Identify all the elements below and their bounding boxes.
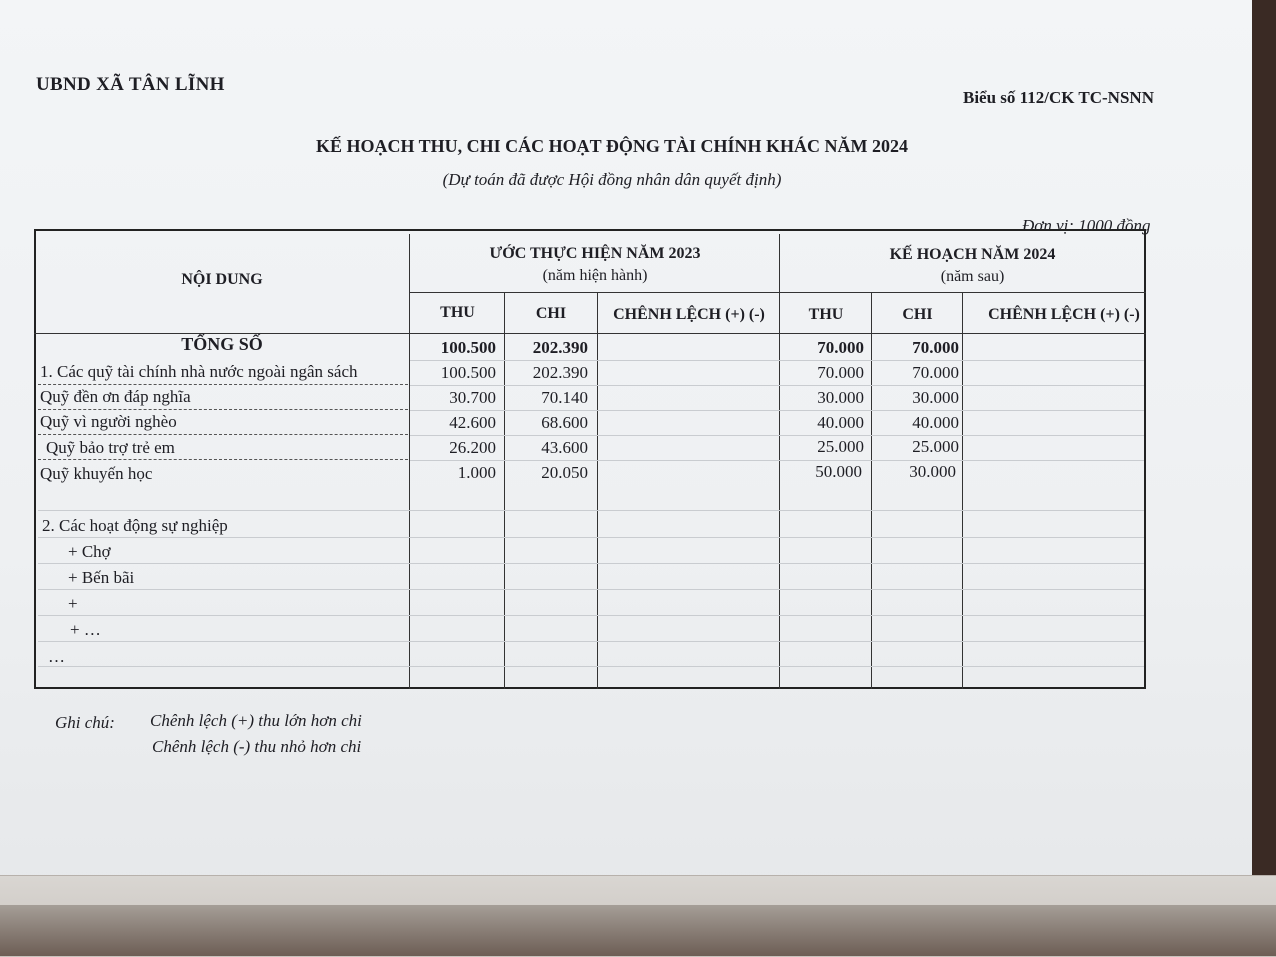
- header-content: NỘI DUNG: [181, 271, 263, 288]
- row-guide: [38, 615, 1144, 616]
- desk-surface: [0, 905, 1276, 956]
- cell-chi-2023: 20.050: [541, 463, 588, 482]
- row-guide: [38, 563, 1144, 564]
- cell-thu-2024: 25.000: [817, 437, 864, 456]
- cell-thu-2023: 42.600: [449, 413, 496, 432]
- header-diff-2024: CHÊNH LỆCH (+) (-): [988, 306, 1140, 323]
- cell-thu-2024: 40.000: [817, 413, 864, 432]
- cell-chi-2023: 202.390: [532, 363, 588, 382]
- cell-thu-2023: 26.200: [449, 438, 496, 457]
- form-number: Biểu số 112/CK TC-NSNN: [963, 88, 1154, 107]
- row-label: + Chợ: [68, 542, 111, 561]
- cell-chi-2023: 202.390: [532, 338, 588, 357]
- col-divider: [871, 292, 872, 689]
- cell-chi-2023: 68.600: [541, 413, 588, 432]
- cell-chi-2024: 30.000: [912, 388, 959, 407]
- row-label: + Bến bãi: [68, 568, 135, 587]
- cell-thu-2024: 70.000: [817, 363, 864, 382]
- col-divider: [597, 292, 598, 689]
- row-label: + …: [70, 620, 101, 639]
- document-subtitle: (Dự toán đã được Hội đồng nhân dân quyết định): [442, 170, 782, 189]
- row-label: Quỹ bảo trợ trẻ em: [46, 438, 175, 457]
- row-guide: [410, 410, 1144, 411]
- row-label: Quỹ đền ơn đáp nghĩa: [40, 387, 191, 406]
- row-label: 1. Các quỹ tài chính nhà nước ngoài ngân sách: [40, 362, 358, 381]
- row-guide: [410, 385, 1144, 386]
- row-separator: [38, 459, 408, 460]
- row-guide: [38, 510, 1144, 511]
- cell-thu-2024: 70.000: [817, 338, 864, 357]
- row-separator: [38, 434, 408, 435]
- header-group-2023-sub: (năm hiện hành): [542, 267, 648, 284]
- header-group-2024-sub: (năm sau): [940, 268, 1005, 285]
- header-group-2023: ƯỚC THỰC HIỆN NĂM 2023: [489, 245, 701, 262]
- cell-chi-2024: 25.000: [912, 437, 959, 456]
- cell-chi-2024: 70.000: [912, 363, 959, 382]
- notes-line-1: Chênh lệch (+) thu lớn hơn chi: [150, 711, 362, 730]
- cell-thu-2023: 100.500: [440, 363, 496, 382]
- row-total-label: TỔNG SỐ: [181, 334, 263, 354]
- row-label: +: [68, 594, 78, 613]
- col-divider: [779, 234, 780, 689]
- header-divider: [409, 292, 1146, 293]
- cell-thu-2024: 50.000: [815, 462, 862, 481]
- row-guide: [38, 666, 1144, 667]
- col-divider: [962, 292, 963, 689]
- row-guide: [410, 435, 1144, 436]
- header-group-2024: KẾ HOẠCH NĂM 2024: [889, 246, 1056, 263]
- row-guide: [410, 460, 1144, 461]
- document-title: KẾ HOẠCH THU, CHI CÁC HOẠT ĐỘNG TÀI CHÍNH KHÁC NĂM 2024: [315, 136, 909, 156]
- cell-chi-2023: 70.140: [541, 388, 588, 407]
- header-diff-2023: CHÊNH LỆCH (+) (-): [613, 306, 765, 323]
- row-guide: [410, 360, 1144, 361]
- cell-thu-2023: 30.700: [449, 388, 496, 407]
- row-separator: [38, 409, 408, 410]
- cell-chi-2024: 70.000: [912, 338, 959, 357]
- row-separator: [38, 384, 408, 385]
- cell-thu-2023: 100.500: [440, 338, 496, 357]
- notes-label: Ghi chú:: [55, 713, 115, 732]
- col-divider: [409, 234, 410, 689]
- row-label: …: [48, 647, 65, 666]
- row-guide: [38, 537, 1144, 538]
- row-guide: [38, 589, 1144, 590]
- cell-thu-2023: 1.000: [457, 463, 496, 482]
- cell-chi-2024: 40.000: [912, 413, 959, 432]
- header-thu-2023: THU: [440, 304, 475, 321]
- header-chi-2024: CHI: [902, 306, 933, 323]
- header-chi-2023: CHI: [535, 305, 567, 322]
- notes-line-2: Chênh lệch (-) thu nhỏ hơn chi: [152, 737, 362, 756]
- row-guide: [38, 641, 1144, 642]
- row-label: 2. Các hoạt động sự nghiệp: [42, 516, 228, 535]
- unit-label: Đơn vị: 1000 đồng: [1022, 216, 1151, 235]
- cell-thu-2024: 30.000: [817, 388, 864, 407]
- organization-name: UBND XÃ TÂN LĨNH: [36, 74, 225, 95]
- row-label: Quỹ vì người nghèo: [40, 412, 177, 431]
- cell-chi-2024: 30.000: [909, 462, 956, 481]
- header-thu-2024: THU: [808, 306, 844, 323]
- row-label: Quỹ khuyến học: [40, 464, 153, 483]
- cell-chi-2023: 43.600: [541, 438, 588, 457]
